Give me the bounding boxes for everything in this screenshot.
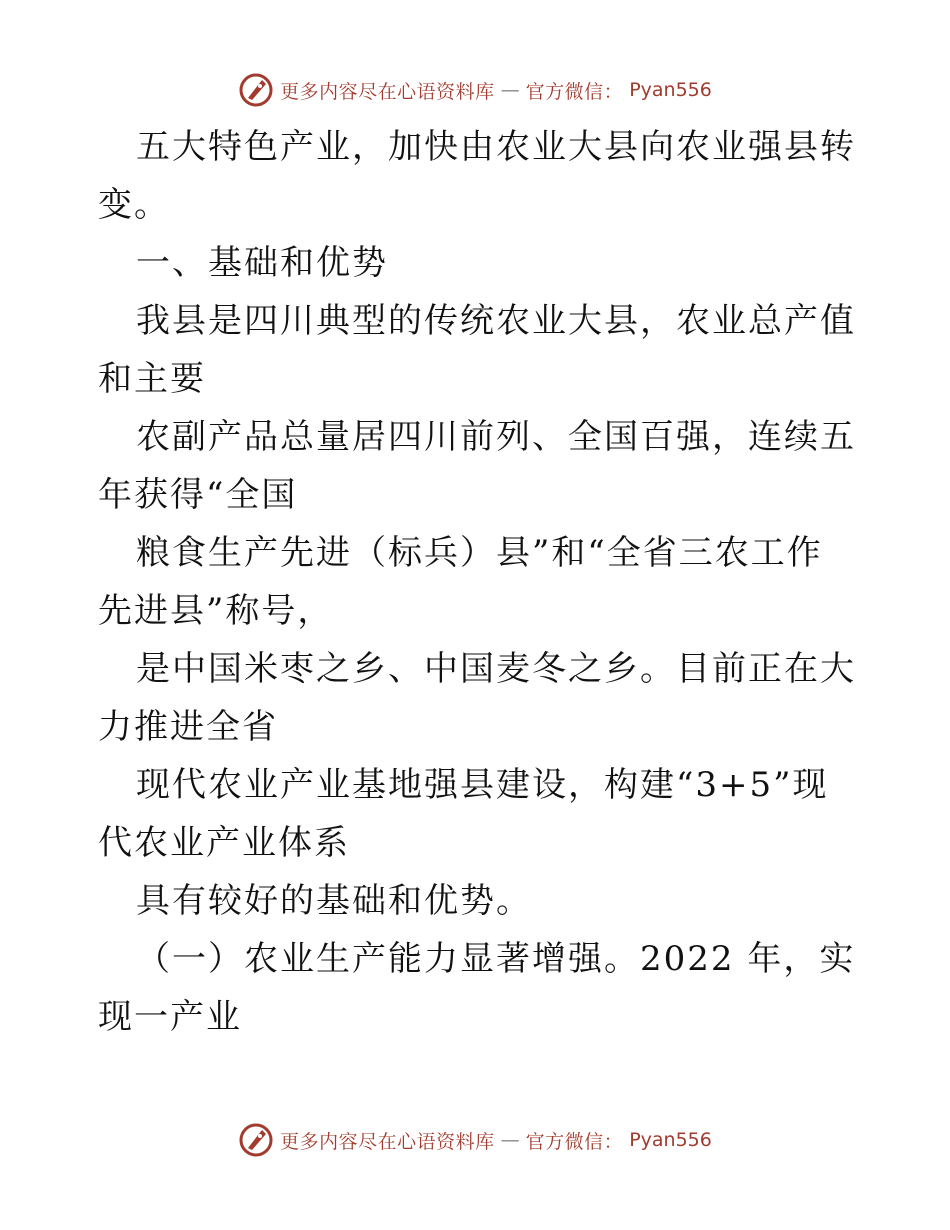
banner-separator: — <box>500 79 520 101</box>
paragraph: 粮食生产先进（标兵）县”和“全省三农工作先进县”称号， <box>98 533 823 631</box>
paragraph: 是中国米枣之乡、中国麦冬之乡。目前正在大力推进全省 <box>98 649 856 747</box>
banner-separator: — <box>500 1129 520 1151</box>
pen-nib-logo-icon <box>238 1122 274 1158</box>
section-heading: 一、基础和优势 <box>136 243 388 283</box>
footer-banner <box>0 1120 950 1160</box>
banner-text: 更多内容尽在心语资料库 <box>280 1130 495 1153</box>
header-banner <box>0 70 950 110</box>
banner-handle: Pyan556 <box>629 1129 712 1151</box>
banner-text: 更多内容尽在心语资料库 <box>280 80 495 103</box>
banner-handle: Pyan556 <box>629 79 712 101</box>
banner-official-label: 官方微信： <box>525 1130 624 1153</box>
paragraph: 农副产品总量居四川前列、全国百强，连续五年获得“全国 <box>98 417 856 515</box>
paragraph: 五大特色产业，加快由农业大县向农业强县转变。 <box>98 127 856 225</box>
paragraph: （一）农业生产能力显著增强。2022 年，实现一产业 <box>98 939 856 1037</box>
document-body <box>98 118 858 1046</box>
paragraph: 具有较好的基础和优势。 <box>136 881 532 921</box>
paragraph: 我县是四川典型的传统农业大县，农业总产值和主要 <box>98 301 856 399</box>
banner-official-label: 官方微信： <box>525 80 624 103</box>
pen-nib-logo-icon <box>238 72 274 108</box>
paragraph: 现代农业产业基地强县建设，构建“3+5”现代农业产业体系 <box>98 765 829 863</box>
